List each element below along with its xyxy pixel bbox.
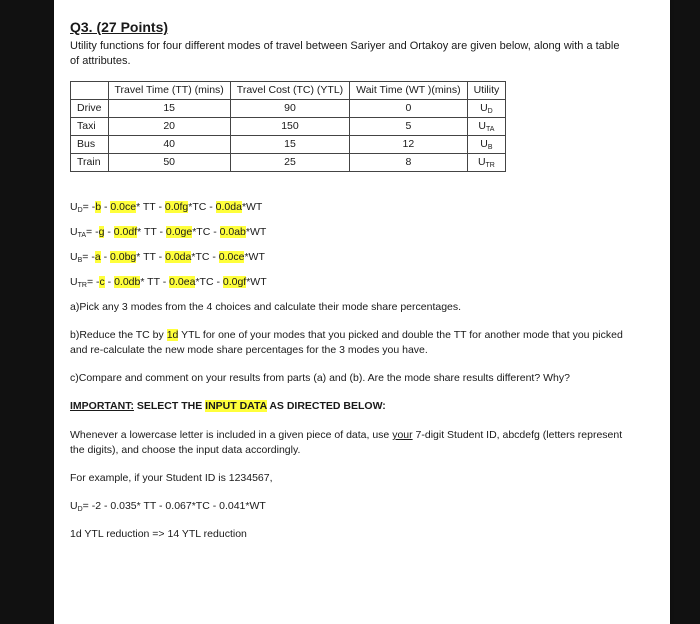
eq-highlight: 0.0fg xyxy=(164,201,189,213)
table-header-wt: Wait Time (WT )(mins) xyxy=(350,82,467,100)
eq-text: * TT - xyxy=(136,201,165,213)
table-header-utility: Utility xyxy=(467,82,506,100)
eq-text: * TT - xyxy=(140,276,170,288)
eq-text: - xyxy=(100,251,110,263)
example-lhs: U xyxy=(70,500,78,512)
eq-highlight: 0.0gf xyxy=(222,276,247,288)
question-title: Q3. (27 Points) xyxy=(70,19,169,35)
eq-highlight: 0.0ce xyxy=(110,201,137,213)
eq-text: *WT xyxy=(246,276,267,288)
eq-lhs-subscript: D xyxy=(77,207,83,214)
mode-cell: Taxi xyxy=(71,118,109,136)
mode-cell: Drive xyxy=(71,100,109,118)
document-content xyxy=(70,20,630,555)
table-row xyxy=(71,100,506,118)
table-header-tc: Travel Cost (TC) (YTL) xyxy=(230,82,349,100)
eq-highlight: 0.0db xyxy=(114,276,141,288)
tt-cell: 50 xyxy=(108,154,230,172)
table-header-row xyxy=(71,82,506,100)
eq-text: * TT - xyxy=(137,226,166,238)
utility-cell xyxy=(467,136,506,154)
utility-subscript: B xyxy=(487,144,493,151)
utility-subscript: TA xyxy=(485,126,495,133)
instruction-before: Whenever a lowercase letter is included in a given piece of data, use xyxy=(70,429,393,441)
eq-highlight: 0.0ab xyxy=(219,226,246,238)
eq-lhs: U xyxy=(70,226,78,238)
instruction-after: 7-digit Student ID, abcdefg (letters represent the digits), and choose the input data accordingly. xyxy=(70,429,623,456)
eq-text: *TC - xyxy=(188,201,216,213)
eq-text: = - xyxy=(86,226,99,238)
tc-cell: 15 xyxy=(230,136,349,154)
utility-symbol: U xyxy=(480,102,488,114)
utility-symbol: U xyxy=(480,138,488,150)
eq-lhs-subscript: B xyxy=(77,257,83,264)
important-highlight: INPUT DATA xyxy=(205,400,267,412)
wt-cell: 12 xyxy=(350,136,467,154)
instruction-underlined: your xyxy=(392,429,413,441)
eq-text: - xyxy=(104,276,115,288)
eq-text: *TC - xyxy=(191,251,219,263)
eq-highlight: 0.0bg xyxy=(110,251,137,263)
utility-subscript: TR xyxy=(485,162,495,169)
important-heading xyxy=(70,399,630,414)
example-equation xyxy=(70,499,630,514)
mode-cell: Bus xyxy=(71,136,109,154)
document-page xyxy=(54,0,670,624)
eq-text: - xyxy=(104,226,114,238)
mode-cell: Train xyxy=(71,154,109,172)
utility-equation-train xyxy=(70,275,630,290)
example-lhs-subscript: D xyxy=(77,506,83,513)
eq-text: *TC - xyxy=(192,226,220,238)
utility-subscript: D xyxy=(487,108,493,115)
instruction-text xyxy=(70,428,630,458)
eq-highlight: c xyxy=(99,276,105,288)
eq-highlight: 0.0ge xyxy=(165,226,193,238)
part-b-text xyxy=(70,328,630,358)
eq-highlight: 0.0ea xyxy=(169,276,196,288)
important-text: AS DIRECTED BELOW: xyxy=(266,400,386,412)
utility-equations xyxy=(70,200,630,290)
eq-lhs: U xyxy=(70,251,78,263)
eq-highlight: 0.0ce xyxy=(218,251,245,263)
utility-cell xyxy=(467,100,506,118)
intro-text: Utility functions for four different modes of travel between Sariyer and Ortakoy are given below, along with a table of attributes. xyxy=(70,40,620,67)
wt-cell: 8 xyxy=(350,154,467,172)
important-label: IMPORTANT: xyxy=(70,400,134,412)
table-header-tt: Travel Time (TT) (mins) xyxy=(108,82,230,100)
table-row xyxy=(71,118,506,136)
example-rest: = -2 - 0.035* TT - 0.067*TC - 0.041*WT xyxy=(82,500,266,512)
tt-cell: 20 xyxy=(108,118,230,136)
utility-cell xyxy=(467,154,506,172)
eq-text: - xyxy=(101,201,111,213)
utility-equation-drive xyxy=(70,200,630,215)
utility-symbol: U xyxy=(477,156,486,168)
example-reduction: 1d YTL reduction => 14 YTL reduction xyxy=(70,528,247,540)
attributes-table xyxy=(70,81,506,172)
tc-cell: 25 xyxy=(230,154,349,172)
tt-cell: 15 xyxy=(108,100,230,118)
utility-equation-taxi xyxy=(70,225,630,240)
part-b-highlight: 1d xyxy=(166,329,179,341)
utility-equation-bus xyxy=(70,250,630,265)
eq-lhs: U xyxy=(70,201,78,213)
eq-lhs-subscript: TR xyxy=(77,282,87,289)
tc-cell: 150 xyxy=(230,118,349,136)
eq-text: *TC - xyxy=(195,276,223,288)
eq-lhs-subscript: TA xyxy=(77,232,87,239)
example-intro: For example, if your Student ID is 1234567, xyxy=(70,472,273,484)
eq-highlight: 0.0da xyxy=(215,201,242,213)
tt-cell: 40 xyxy=(108,136,230,154)
part-c-text: c)Compare and comment on your results from parts (a) and (b). Are the mode share results different? Why? xyxy=(70,372,570,384)
eq-highlight: 0.0df xyxy=(113,226,138,238)
eq-text: = - xyxy=(86,276,100,288)
eq-text: * TT - xyxy=(136,251,166,263)
eq-highlight: 0.0da xyxy=(165,251,192,263)
table-row xyxy=(71,136,506,154)
tc-cell: 90 xyxy=(230,100,349,118)
eq-text: *WT xyxy=(245,226,267,238)
utility-cell xyxy=(467,118,506,136)
eq-highlight: a xyxy=(94,251,101,263)
important-text: SELECT THE xyxy=(133,400,206,412)
wt-cell: 5 xyxy=(350,118,467,136)
wt-cell: 0 xyxy=(350,100,467,118)
eq-highlight: b xyxy=(95,201,102,213)
eq-text: = - xyxy=(82,251,95,263)
part-a-text: a)Pick any 3 modes from the 4 choices and calculate their mode share percentages. xyxy=(70,301,462,313)
eq-text: *WT xyxy=(244,251,265,263)
eq-lhs: U xyxy=(70,276,78,288)
part-b-after: YTL for one of your modes that you picked and double the TT for another mode that you picked and re-calculate the new mode share percentages for the 3 modes you have. xyxy=(70,329,623,356)
table-row xyxy=(71,154,506,172)
table-header-blank xyxy=(71,82,109,100)
part-b-before: b)Reduce the TC by xyxy=(70,329,167,341)
eq-text: = - xyxy=(82,201,96,213)
utility-symbol: U xyxy=(478,120,486,132)
eq-text: *WT xyxy=(241,201,263,213)
eq-highlight: g xyxy=(98,226,105,238)
